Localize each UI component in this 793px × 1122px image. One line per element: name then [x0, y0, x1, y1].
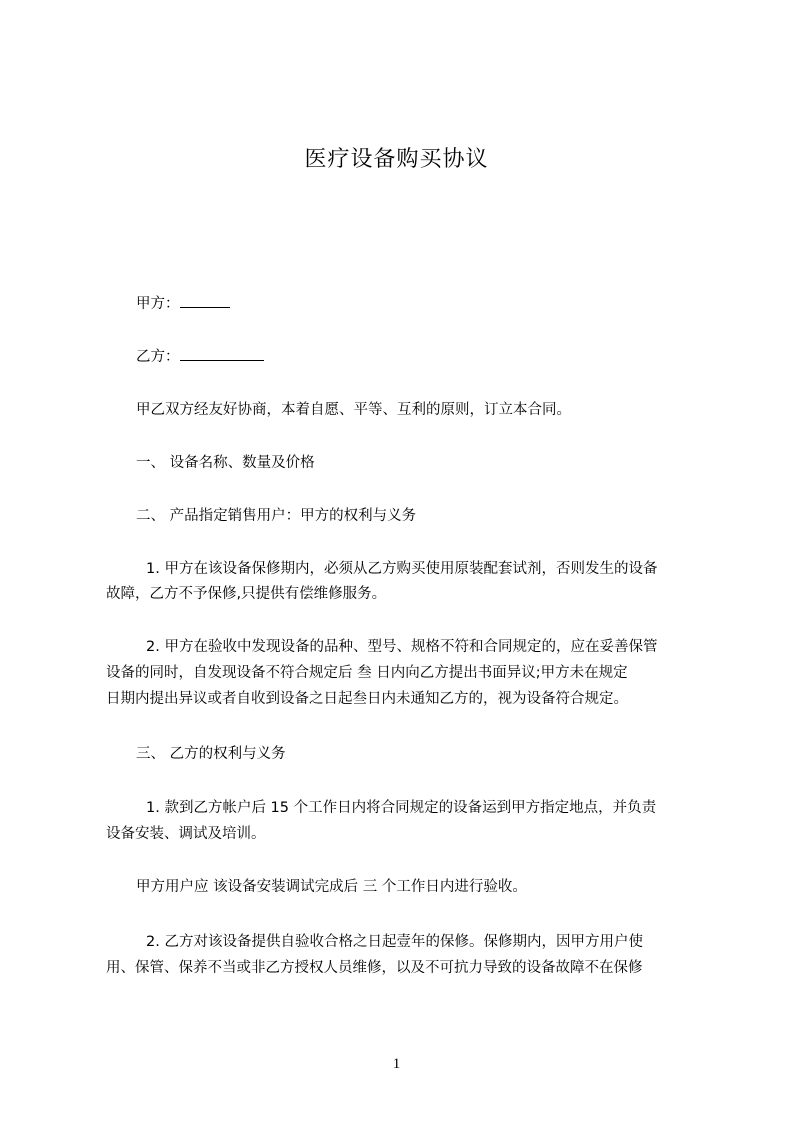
s3-item-1-line-1: 1. 款到乙方帐户后 15 个工作日内将合同规定的设备运到甲方指定地点，并负责: [146, 800, 657, 816]
s3-item-1-line-2: 设备安装、调试及培训。: [106, 826, 266, 842]
s3-item-2-line-1: 2. 乙方对该设备提供自验收合格之日起壹年的保修。保修期内，因甲方用户使: [146, 934, 643, 950]
s2-item-1-line-1: 1. 甲方在该设备保修期内，必须从乙方购买使用原装配套试剂，否则发生的设备: [146, 561, 658, 577]
party-a-blank: [180, 293, 230, 308]
party-b-line: [136, 346, 264, 366]
page-number: 1: [392, 1056, 401, 1072]
s3-acceptance-line: 甲方用户应 该设备安装调试完成后 三 个工作日内进行验收。: [136, 879, 527, 895]
s2-item-2-line-3: 日期内提出异议或者自收到设备之日起叁日内未通知乙方的，视为设备符合规定。: [106, 691, 628, 707]
section-2-heading: 二、 产品指定销售用户：甲方的权利与义务: [136, 508, 417, 524]
party-b-blank: [180, 346, 264, 361]
s2-item-1-line-2: 故障，乙方不予保修,只提供有偿维修服务。: [106, 586, 387, 602]
s2-item-2-line-2: 设备的同时，自发现设备不符合规定后 叁 日内向乙方提出书面异议;甲方未在规定: [106, 665, 628, 681]
section-1-heading: 一、 设备名称、数量及价格: [136, 455, 315, 471]
s2-item-2-line-1: 2. 甲方在验收中发现设备的品种、型号、规格不符和合同规定的，应在妥善保管: [146, 639, 658, 655]
s3-item-2-line-2: 用、保管、保养不当或非乙方授权人员维修，以及不可抗力导致的设备故障不在保修: [106, 960, 643, 976]
intro-paragraph: 甲乙双方经友好协商，本着自愿、平等、互利的原则，订立本合同。: [136, 402, 571, 418]
party-b-label: 乙方：: [136, 349, 180, 365]
page-title: 医疗设备购买协议: [304, 147, 489, 172]
section-3-heading: 三、 乙方的权利与义务: [136, 746, 286, 762]
party-a-line: [136, 293, 230, 313]
party-a-label: 甲方：: [136, 296, 180, 312]
